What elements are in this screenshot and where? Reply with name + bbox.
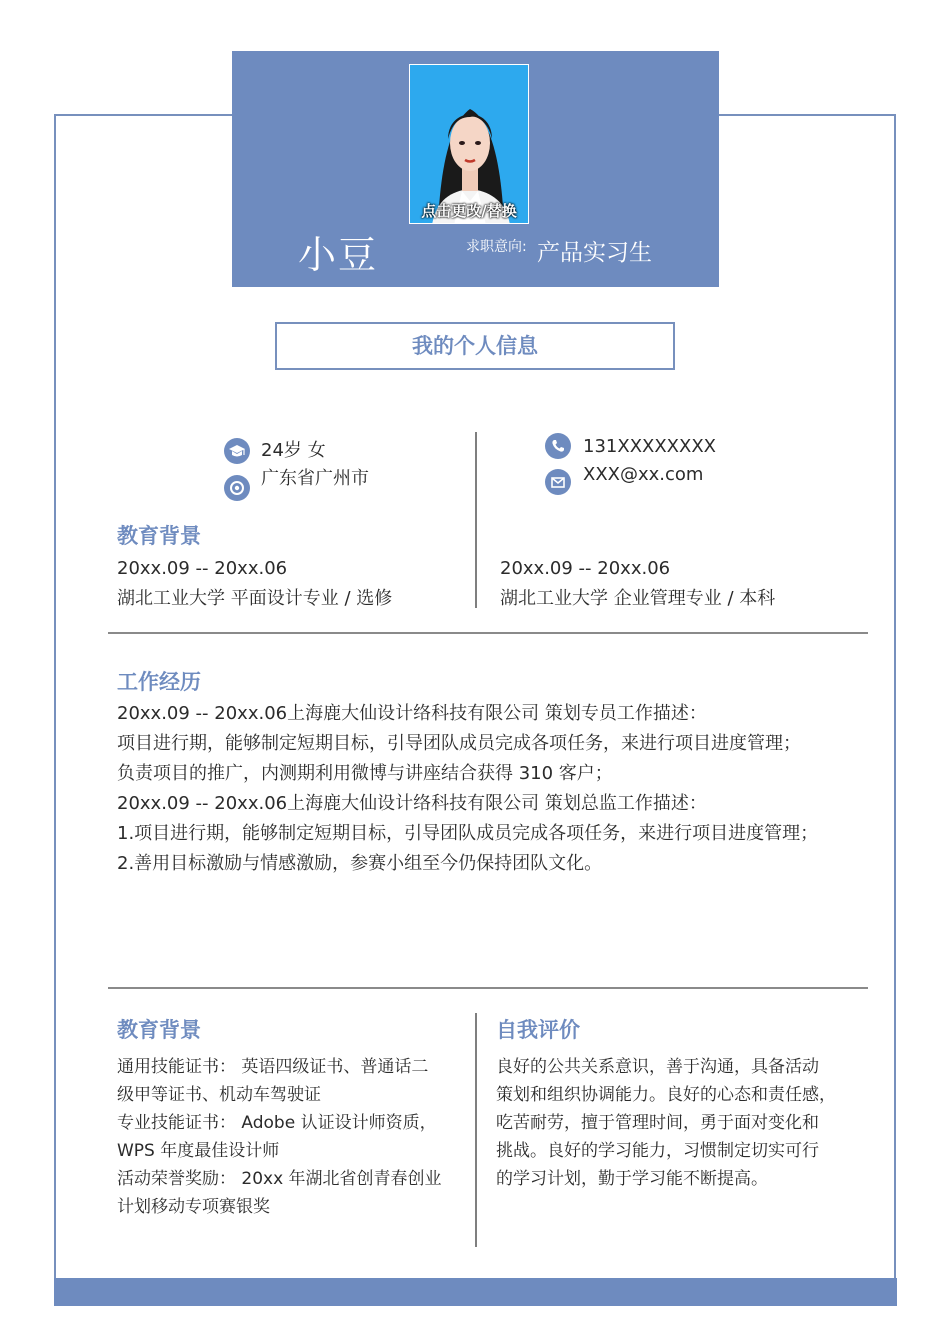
self-eval-line: 挑战。良好的学习能力，习惯制定切实可行	[496, 1141, 819, 1161]
education-section-title: 教育背景	[117, 524, 201, 548]
job-intent-label: 求职意向:	[466, 239, 527, 255]
skills-line: 计划移动专项赛银奖	[117, 1197, 270, 1217]
self-eval-line: 良好的公共关系意识，善于沟通，具备活动	[496, 1057, 819, 1077]
self-eval-line: 策划和组织协调能力。良好的心态和责任感，	[496, 1085, 836, 1105]
mail-icon	[545, 469, 571, 495]
education-detail-1: 湖北工业大学 平面设计专业 / 选修	[117, 588, 393, 609]
section-divider-1	[108, 632, 868, 634]
profile-photo[interactable]	[409, 64, 529, 224]
self-eval-section-title: 自我评价	[496, 1018, 580, 1042]
phone-icon	[545, 433, 571, 459]
work-section-title: 工作经历	[117, 670, 201, 694]
skills-line: 级甲等证书、机动车驾驶证	[117, 1085, 321, 1105]
skills-line: WPS 年度最佳设计师	[117, 1141, 280, 1161]
education-period-2: 20xx.09 -- 20xx.06	[500, 558, 671, 579]
photo-change-label[interactable]: 点击更改/替换	[421, 202, 517, 220]
candidate-name: 小豆	[298, 233, 379, 277]
info-divider-vertical	[475, 432, 477, 608]
location-text: 广东省广州市	[261, 468, 369, 489]
graduation-cap-icon	[224, 438, 250, 464]
self-eval-line: 的学习计划，勤于学习能不断提高。	[496, 1169, 768, 1189]
age-gender-text: 24岁 女	[261, 440, 326, 461]
section-divider-2	[108, 987, 868, 989]
skills-line: 专业技能证书： Adobe 认证设计师资质，	[117, 1113, 437, 1133]
work-line: 1.项目进行期，能够制定短期目标，引导团队成员完成各项任务，来进行项目进度管理；	[117, 823, 819, 844]
work-line: 负责项目的推广，内测期利用微博与讲座结合获得 310 客户；	[117, 763, 613, 784]
location-pin-icon	[224, 475, 250, 501]
education-detail-2: 湖北工业大学 企业管理专业 / 本科	[500, 588, 776, 609]
bottom-bar	[54, 1278, 897, 1306]
personal-info-title: 我的个人信息	[275, 322, 675, 370]
bottom-divider-vertical	[475, 1013, 477, 1247]
phone-text: 131XXXXXXXX	[583, 436, 717, 457]
skills-section-title: 教育背景	[117, 1018, 201, 1042]
self-eval-line: 吃苦耐劳，擅于管理时间，勇于面对变化和	[496, 1113, 819, 1133]
job-intent-value: 产品实习生	[537, 240, 652, 266]
skills-line: 通用技能证书： 英语四级证书、普通话二	[117, 1057, 429, 1077]
work-line: 2.善用目标激励与情感激励，参赛小组至今仍保持团队文化。	[117, 853, 603, 874]
work-line: 项目进行期，能够制定短期目标，引导团队成员完成各项任务，来进行项目进度管理；	[117, 733, 801, 754]
email-text: XXX@xx.com	[583, 464, 704, 485]
education-period-1: 20xx.09 -- 20xx.06	[117, 558, 288, 579]
work-line: 20xx.09 -- 20xx.06上海鹿大仙设计络科技有限公司 策划总监工作描述：	[117, 793, 707, 814]
skills-line: 活动荣誉奖励： 20xx 年湖北省创青春创业	[117, 1169, 442, 1189]
work-line: 20xx.09 -- 20xx.06上海鹿大仙设计络科技有限公司 策划专员工作描述：	[117, 703, 707, 724]
